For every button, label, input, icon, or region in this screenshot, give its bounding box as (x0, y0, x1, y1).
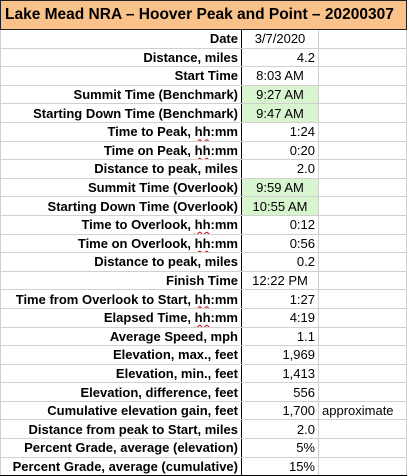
table-row (1, 439, 407, 458)
row-value-cell[interactable]: 9:47 AM (242, 104, 319, 123)
row-value-cell[interactable]: 9:27 AM (242, 85, 319, 104)
table-row (1, 178, 407, 197)
row-value-cell[interactable]: 0.2 (242, 253, 319, 272)
row-value-cell[interactable]: 0:56 (242, 234, 319, 253)
table-row (1, 104, 407, 123)
row-note-cell[interactable] (319, 457, 407, 476)
row-label-text: :mm (210, 291, 238, 307)
table-row (1, 346, 407, 365)
spellcheck-word: hh (194, 217, 211, 233)
row-label-cell[interactable] (1, 290, 242, 309)
row-label-text: Time on Peak, (103, 142, 195, 158)
table-row (1, 67, 407, 86)
row-label-cell[interactable]: Summit Time (Overlook) (1, 178, 242, 197)
row-value-cell[interactable]: 1:24 (242, 122, 319, 141)
table-row (1, 327, 407, 346)
table-row (1, 420, 407, 439)
row-value-cell[interactable]: 4.2 (242, 48, 319, 67)
table-row (1, 364, 407, 383)
row-note-cell[interactable] (319, 327, 407, 346)
sheet-title[interactable]: Lake Mead NRA – Hoover Peak and Point – 20200307 (1, 1, 407, 30)
row-label-text: Elapsed Time, (103, 310, 195, 326)
row-label-cell[interactable]: Distance to peak, miles (1, 253, 242, 272)
row-note-cell[interactable] (319, 160, 407, 179)
row-label-text: Time on Overlook, (77, 235, 195, 251)
row-value-cell[interactable]: 556 (242, 383, 319, 402)
row-value-cell[interactable]: 1,413 (242, 364, 319, 383)
row-note-cell[interactable] (319, 234, 407, 253)
table-row (1, 85, 407, 104)
row-value-cell[interactable]: 3/7/2020 (242, 30, 319, 49)
row-label-cell[interactable]: Elevation, min., feet (1, 364, 242, 383)
row-label-cell[interactable]: Elevation, max., feet (1, 346, 242, 365)
spellcheck-word: hh (194, 310, 211, 326)
table-row (1, 253, 407, 272)
row-label-cell[interactable]: Summit Time (Benchmark) (1, 85, 242, 104)
row-label-cell[interactable]: Distance, miles (1, 48, 242, 67)
row-note-cell[interactable] (319, 197, 407, 216)
table-row (1, 122, 407, 141)
row-note-cell[interactable] (319, 122, 407, 141)
title-row (1, 1, 407, 30)
row-note-cell[interactable] (319, 290, 407, 309)
row-label-text: :mm (210, 235, 238, 251)
row-value-cell[interactable]: 1,700 (242, 401, 319, 420)
spellcheck-word: hh (194, 235, 211, 251)
row-note-cell[interactable]: approximate (319, 401, 407, 420)
row-label-text: :mm (210, 310, 238, 326)
row-value-cell[interactable]: 10:55 AM (242, 197, 319, 216)
row-note-cell[interactable] (319, 178, 407, 197)
row-label-text: :mm (210, 124, 238, 140)
table-row (1, 197, 407, 216)
row-note-cell[interactable] (319, 439, 407, 458)
row-label-text: Time from Overlook to Start, (15, 291, 195, 307)
row-note-cell[interactable] (319, 420, 407, 439)
row-label-cell[interactable]: Date (1, 30, 242, 49)
row-label-cell[interactable]: Finish Time (1, 271, 242, 290)
row-label-text: :mm (210, 142, 238, 158)
row-note-cell[interactable] (319, 346, 407, 365)
row-value-cell[interactable]: 2.0 (242, 160, 319, 179)
row-value-cell[interactable]: 2.0 (242, 420, 319, 439)
row-note-cell[interactable] (319, 364, 407, 383)
row-note-cell[interactable] (319, 215, 407, 234)
row-note-cell[interactable] (319, 308, 407, 327)
row-note-cell[interactable] (319, 48, 407, 67)
row-value-cell[interactable]: 1,969 (242, 346, 319, 365)
table-row (1, 383, 407, 402)
table-row (1, 271, 407, 290)
row-value-cell[interactable]: 8:03 AM (242, 67, 319, 86)
row-label-text: Time to Peak, (107, 124, 195, 140)
table-row (1, 401, 407, 420)
row-value-cell[interactable]: 15% (242, 457, 319, 476)
row-label-cell[interactable]: Starting Down Time (Benchmark) (1, 104, 242, 123)
table-row (1, 290, 407, 309)
table-row (1, 48, 407, 67)
row-label-cell[interactable]: Distance from peak to Start, miles (1, 420, 242, 439)
row-note-cell[interactable] (319, 271, 407, 290)
row-label-text: Time to Overlook, (81, 217, 195, 233)
row-label-cell[interactable] (1, 122, 242, 141)
spellcheck-word: hh (194, 291, 211, 307)
row-value-cell[interactable]: 0:20 (242, 141, 319, 160)
row-label-cell[interactable] (1, 308, 242, 327)
row-value-cell[interactable]: 1.1 (242, 327, 319, 346)
row-value-cell[interactable]: 4:19 (242, 308, 319, 327)
row-label-cell[interactable]: Start Time (1, 67, 242, 86)
table-row (1, 234, 407, 253)
row-note-cell[interactable] (319, 383, 407, 402)
row-note-cell[interactable] (319, 30, 407, 49)
table-row (1, 215, 407, 234)
spellcheck-word: hh (194, 142, 211, 158)
row-value-cell[interactable]: 0:12 (242, 215, 319, 234)
row-value-cell[interactable]: 5% (242, 439, 319, 458)
row-label-text: :mm (210, 217, 238, 233)
row-note-cell[interactable] (319, 104, 407, 123)
row-label-cell[interactable]: Cumulative elevation gain, feet (1, 401, 242, 420)
row-value-cell[interactable]: 12:22 PM (242, 271, 319, 290)
table-row (1, 30, 407, 49)
row-note-cell[interactable] (319, 67, 407, 86)
row-label-cell[interactable]: Elevation, difference, feet (1, 383, 242, 402)
row-label-cell[interactable]: Starting Down Time (Overlook) (1, 197, 242, 216)
row-note-cell[interactable] (319, 141, 407, 160)
row-label-cell[interactable] (1, 141, 242, 160)
row-note-cell[interactable] (319, 85, 407, 104)
row-value-cell[interactable]: 1:27 (242, 290, 319, 309)
spellcheck-word: hh (194, 124, 211, 140)
row-label-cell[interactable]: Percent Grade, average (cumulative) (1, 457, 242, 476)
row-note-cell[interactable] (319, 253, 407, 272)
row-label-cell[interactable]: Percent Grade, average (elevation) (1, 439, 242, 458)
row-label-cell[interactable]: Distance to peak, miles (1, 160, 242, 179)
row-label-cell[interactable] (1, 215, 242, 234)
row-label-cell[interactable]: Average Speed, mph (1, 327, 242, 346)
table-row (1, 457, 407, 476)
table-row (1, 308, 407, 327)
table-row (1, 141, 407, 160)
row-label-cell[interactable] (1, 234, 242, 253)
table-row (1, 160, 407, 179)
row-value-cell[interactable]: 9:59 AM (242, 178, 319, 197)
